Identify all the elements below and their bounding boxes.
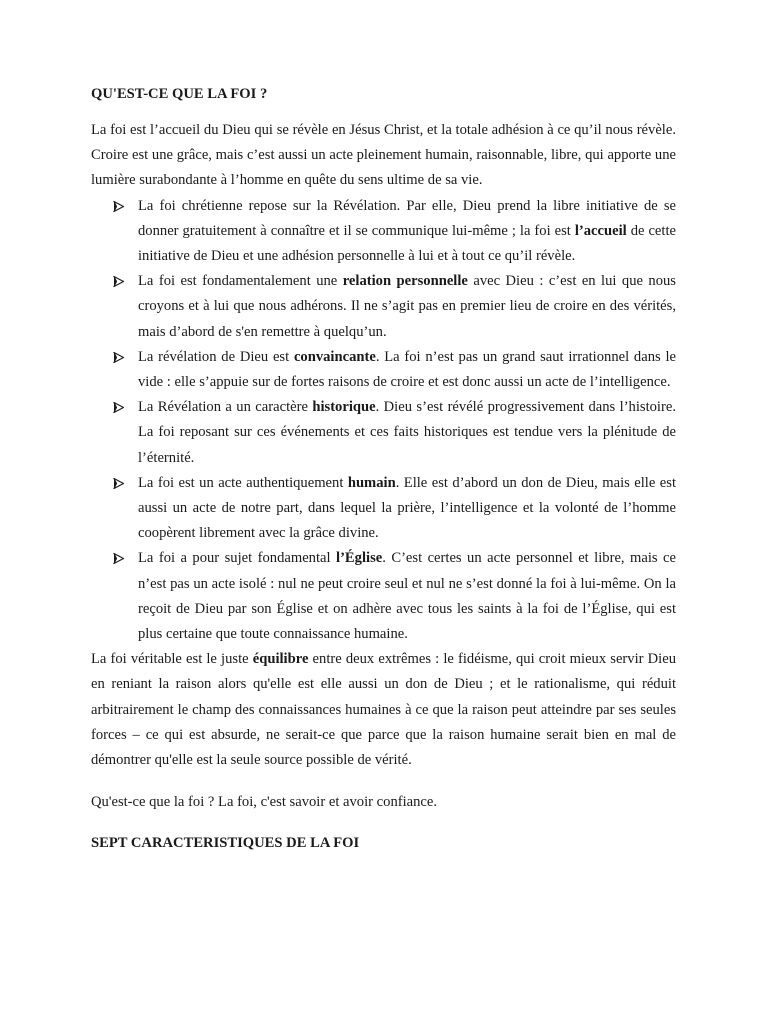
paragraph-emphasis: équilibre [252,651,309,668]
section-title: SEPT CARACTERISTIQUES DE LA FOI [91,835,360,852]
list-item-emphasis: l’accueil [574,222,627,239]
list-item-text: . Elle est d’abord un don de Dieu, mais elle est aussi un acte de notre part, dans lequel la prière, l’intelligence et la volonté de l’homme coopèrent librement avec la grâce divine. [138,474,676,542]
arrowhead-bullet-icon [113,345,127,370]
list-item-emphasis: historique [312,399,376,416]
page-title: QU'EST-CE QUE LA FOI ? [91,86,268,102]
list-item-emphasis: relation personnelle [342,273,468,290]
arrowhead-bullet-icon [113,546,127,571]
intro-paragraph: La foi est l’accueil du Dieu qui se révèle en Jésus Christ, et la totale adhésion à ce qu’il nous révèle. Croire est une grâce, mais c’est aussi un acte pleinement humain, raisonnable, libre, qui apporte une lumière surabondante à l’homme en quête du sens ultime de sa vie. [91,122,676,189]
list-item [91,546,676,647]
list-item [91,395,676,471]
arrowhead-bullet-icon [113,395,127,420]
list-item-text: La foi est un acte authentiquement [138,474,348,491]
summary-paragraph: Qu'est-ce que la foi ? La foi, c'est savoir et avoir confiance. [91,794,438,811]
arrowhead-bullet-icon [113,269,127,294]
list-item-text: . Dieu s’est révélé progressivement dans l’histoire. La foi reposant sur ces événements et ces faits historiques est tendue vers la plénitude de l’éternité. [138,399,676,466]
list-item-text: La foi chrétienne repose sur la Révélation. Par elle, Dieu prend la libre initiative de se donner gratuitement à connaître et il se communique lui-même ; la foi est [138,197,676,239]
list-item-text: . C’est certes un acte personnel et libre, mais ce n’est pas un acte isolé : nul ne peut croire seul et nul ne s’est donné la foi à lui-même. On la reçoit de Dieu par son Église et on adhère avec tous les saints à la foi de l’Église, qui est plus certaine que toute connaissance humaine. [138,550,676,643]
list-item [91,269,676,345]
paragraph-text: entre deux extrêmes : le fidéisme, qui croit mieux servir Dieu en reniant la raison alors qu'elle est elle aussi un don de Dieu ; et le rationalisme, qui réduit arbitrairement le champ des connaissances humaines à ce que la raison peut atteindre par ses seules forces – ce qui est absurde, ne serait-ce que parce que la raison humaine serait bien en mal de démontrer qu'elle est la seule source possible de vérité. [91,651,676,769]
arrowhead-bullet-icon [113,471,127,496]
paragraph-text: La foi véritable est le juste [91,651,253,668]
arrowhead-bullet-icon [113,194,127,219]
list-item [91,194,676,270]
list-item-text: de cette initiative de Dieu et une adhésion personnelle à lui et à tout ce qu’il révèle. [138,222,676,265]
list-item [91,345,676,395]
list-item-text: avec Dieu : c’est en lui que nous croyons et à lui que nous adhérons. Il ne s’agit pas en premier lieu de croire en des vérités, mais d’abord de s'en remettre à quelqu’un. [138,273,676,340]
list-item-text: . La foi n’est pas un grand saut irrationnel dans le vide : elle s’appuie sur de fortes raisons de croire et est donc aussi un acte de l’intelligence. [138,348,676,391]
balance-paragraph [91,647,676,773]
list-item [91,471,676,547]
list-item-text: La foi a pour sujet fondamental [138,550,337,567]
characteristics-list [91,194,676,648]
list-item-emphasis: convaincante [293,348,376,365]
document-page [91,84,676,853]
list-item-text: La foi est fondamentalement une [138,273,343,290]
list-item-emphasis: l’Église [336,550,383,567]
list-item-text: La Révélation a un caractère [138,399,313,416]
list-item-emphasis: humain [347,474,396,491]
list-item-text: La révélation de Dieu est [138,348,294,365]
